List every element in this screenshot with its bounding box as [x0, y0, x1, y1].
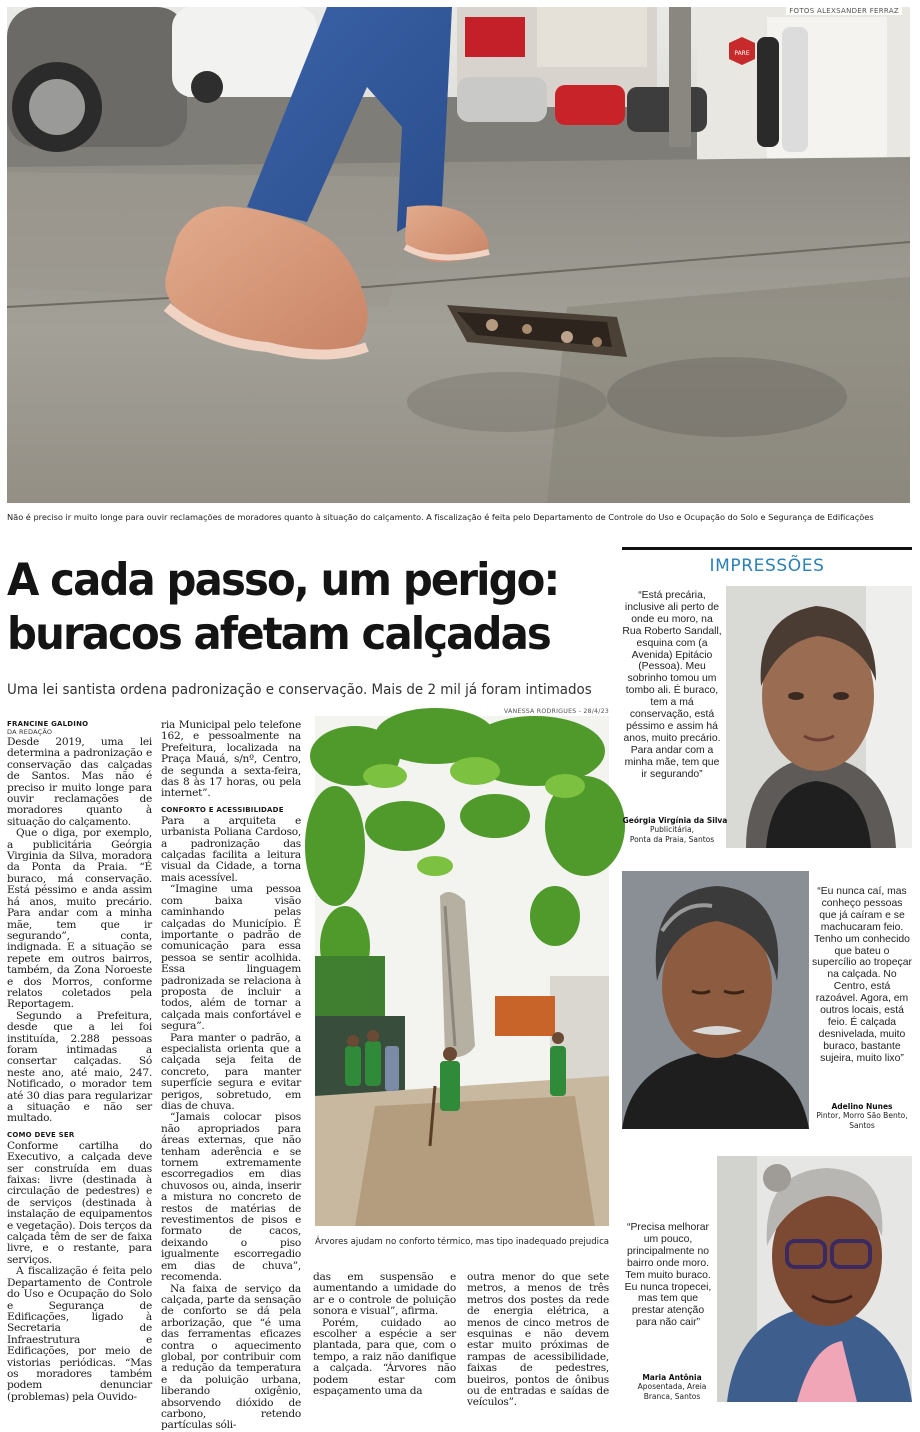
article-column-2 [161, 720, 301, 1432]
paragraph: Que o diga, por exemplo, a publicitária Geórgia Virginia da Silva, moradora da Ponta da Praia. “É buraco, má conservação. Está péssimo e anda assim há anos, muito precário. Para andar com a minha mãe, tem que ir segurando”, conta, indignada. E a situação se repete em outros bairros, também, da Zona Noroeste e dos Morros, conforme relatos coletados pela Reportagem. [7, 827, 152, 1011]
paragraph: Para a arquiteta e urbanista Poliana Cardoso, a padronização das calçadas facilita a leitura visual da Cidade, a torna mais acessível. [161, 814, 301, 884]
quote-name: Maria Antônia [642, 1373, 702, 1382]
paragraph: A fiscalização é feita pelo Departamento de Controle do Uso e Ocupação do Solo e Segurança de Edificações, ligado à Secretaria de Infraestrutura e Edificações, por meio de vistorias periódicas. “Mas os moradores também podem denunciar (problemas) pela Ouvido- [7, 1265, 152, 1403]
headline-line-2: buracos afetam calçadas [7, 609, 550, 660]
quote-name: Adelino Nunes [831, 1102, 893, 1111]
quote-role: Ponta da Praia, Santos [629, 834, 715, 844]
paragraph: das em suspensão e aumentando a umidade do ar e o controle de poluição sonora e visual”, afirma. [313, 1271, 456, 1318]
quote-name: Geórgia Virgínia da Silva [622, 816, 728, 825]
photo-caption: Não é preciso ir muito longe para ouvir reclamações de moradores quanto à situação do calçamento. A fiscalização é feita pelo Departamento de Controle do Uso e Ocupação do Solo e Segurança de Edificações [7, 512, 874, 522]
stop-sign-text: PARE [734, 50, 750, 57]
portrait-maria [717, 1156, 912, 1402]
byline-author: FRANCINE GALDINO [7, 720, 89, 728]
quote-role: Branca, Santos [643, 1391, 701, 1401]
portrait-adelino [622, 871, 809, 1129]
quote-role: Aposentada, Areia [637, 1382, 707, 1391]
tree-photo-illustration [315, 716, 609, 1226]
paragraph: Para manter o padrão, a especialista orienta que a calçada seja feita de concreto, para manter superfície segura e evitar perigos, sobretudo, em dias de chuva. [161, 1031, 301, 1112]
headline [7, 554, 580, 662]
quote-role: Pintor, Morro São Bento, [816, 1111, 908, 1120]
quote-text: “Precisa melhorar um pouco, principalmente no bairro onde moro. Tem muito buraco. Eu nunca tropecei, mas tem que prestar atenção para não cair” [624, 1222, 712, 1329]
headline-line-1: A cada passo, um perigo: [7, 555, 559, 606]
subhead: CONFORTO E ACESSIBILIDADE [161, 805, 284, 814]
portrait-illustration [622, 871, 809, 1129]
quote-attribution [622, 1373, 722, 1401]
paragraph: “Jamais colocar pisos não apropriados para áreas externas, que não tenham aderência e se tornem extremamente escorregadios em dias chuvosos ou, ainda, inserir a mistura no concreto de restos de matérias de revestimentos de pisos e formato de cacos, deixando o piso igualmente escorregadio em dias de chuva”, recomenda. [161, 1111, 301, 1284]
article-column-1 [7, 720, 152, 1403]
paragraph: “Imagine uma pessoa com baixa visão caminhando pelas calçadas do Município. É importante o padrão de comunicação para essa pessoa se sentir acolhida. Essa linguagem padronizada se relaciona à proposta de incluir a todos, além de tornar a calçada mais confortável e segura”. [161, 883, 301, 1033]
quote-role: Publicitária, [650, 825, 694, 834]
photo-credit: FOTOS ALEXSANDER FERRAZ [786, 7, 902, 15]
paragraph: Conforme cartilha do Executivo, a calçada deve ser construída em duas faixas: livre (destinada à circulação de pedestres) e de serviços (destinada à instalação de equipamentos e vegetação). Dois terços da calçada têm de ser de faixa livre, e o restante, para serviços. [7, 1139, 152, 1266]
article-column-4 [467, 1272, 609, 1409]
sidebar-rule [622, 547, 912, 550]
tree-photo-caption: Árvores ajudam no conforto térmico, mas tipo inadequado prejudica [315, 1237, 610, 1247]
subheadline: Uma lei santista ordena padronização e conservação. Mais de 2 mil já foram intimados [7, 682, 592, 698]
paragraph: Porém, cuidado ao escolher a espécie a ser plantada, para que, com o tempo, a raiz não danifique a calçada. “Árvores não podem estar com espaçamento uma da [313, 1316, 456, 1398]
tree-photo-credit: VANESSA RODRIGUES - 28/4/23 [503, 708, 609, 715]
sidebar-title: IMPRESSÕES [709, 556, 825, 576]
quote-role: Santos [849, 1120, 875, 1130]
quote-text: “Eu nunca caí, mas conheço pessoas que já caíram e se machucaram feio. Tenho um conhecido que bateu o supercílio ao tropeçar na calçada. No Centro, está razoável. Agora, em outros locais, está feio. É calçada desnivelada, muito buraco, bastante sujeira, muito lixo” [812, 886, 912, 1064]
hero-photo [7, 7, 910, 503]
hero-photo-illustration [7, 7, 910, 503]
quote-text: “Está precária, inclusive ali perto de onde eu moro, na Rua Roberto Sandall, esquina com (a Avenida) Epitácio (Pessoa). Meu sobrinho tomou um tombo ali. É buraco, tem a má conservação, está péssimo e assim há anos, muito precário. Para andar com a minha mãe, tem que ir segurando” [622, 590, 722, 780]
portrait-illustration [717, 1156, 912, 1402]
paragraph: Segundo a Prefeitura, desde que a lei foi instituída, 2.288 pessoas foram intimadas a consertar calçadas. Só neste ano, até maio, 247. Notificado, o morador tem até 30 dias para regularizar a situação e não ser multado. [7, 1009, 152, 1125]
subhead: COMO DEVE SER [7, 1130, 75, 1139]
byline-desk: DA REDAÇÃO [7, 728, 53, 736]
paragraph: ria Municipal pelo telefone 162, e pessoalmente na Prefeitura, localizada na Praça Mauá, s/nº, Centro, de segunda a sexta-feira, das 8 às 17 horas, ou pela internet”. [161, 719, 301, 800]
portrait-illustration [726, 586, 912, 848]
article-column-3 [313, 1272, 456, 1397]
paragraph: outra menor do que sete metros, a menos de três metros dos postes da rede de energia elétrica, a menos de cinco metros de esquinas e não devem estar muito próximas de rampas de acessibilidade, faixas de pedestres, bueiros, pontos de ônibus ou de entradas e saídas de veículos”. [467, 1271, 609, 1409]
tree-photo [315, 716, 609, 1226]
paragraph: Desde 2019, uma lei determina a padronização e conservação das calçadas de Santos. Mas não é preciso ir muito longe para ouvir reclamações de moradores quanto à situação do calçamento. [7, 736, 152, 828]
quote-attribution [812, 1102, 912, 1130]
portrait-georgia [726, 586, 912, 848]
quote-attribution [622, 816, 728, 844]
paragraph: Na faixa de serviço da calçada, parte da sensação de conforto se dá pela arborização, que “é uma das ferramentas eficazes contra o aquecimento global, por contribuir com a redução da temperatura e da poluição urbana, liberando oxigênio, absorvendo dióxido de carbono, retendo partículas sóli- [161, 1282, 301, 1432]
